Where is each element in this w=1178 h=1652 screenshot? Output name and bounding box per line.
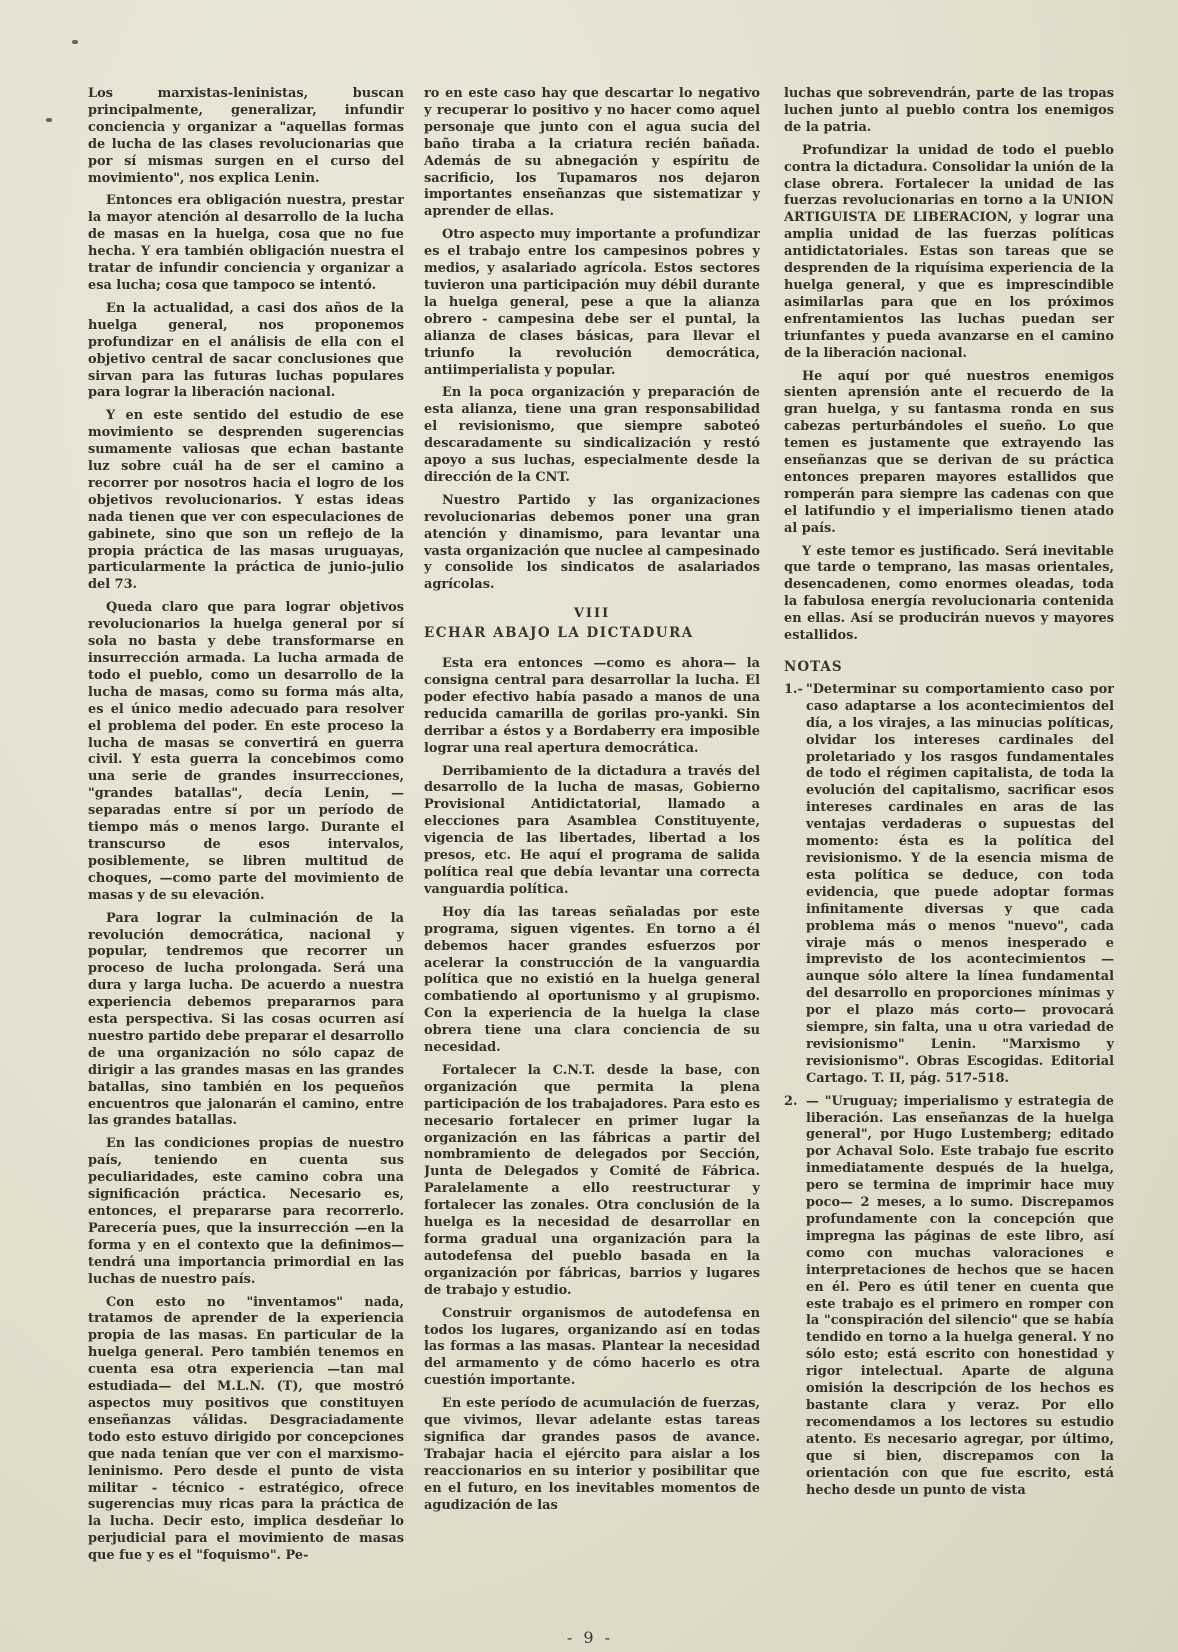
paragraph: luchas que sobrevendrán, parte de las tropas luchen junto al pueblo contra los enemigos de la patria. — [784, 86, 1114, 135]
page-number: - 9 - — [566, 1628, 614, 1647]
section-title: ECHAR ABAJO LA DICTADURA — [424, 625, 694, 642]
paragraph: Construir organismos de autodefensa en todos los lugares, organizando así en todas las formas a las masas. Plantear la necesidad del armamento y de cómo hacerlo es otra cuestión importante. — [424, 1305, 760, 1389]
footnote — [784, 682, 1114, 1088]
paragraph: Y en este sentido del estudio de ese movimiento se desprenden sugerencias sumamente valiosas que echan bastante luz sobre cuál ha de ser el camino a recorrer por nosotros hacia el logro de los objetivos revolucionarios. Y estas ideas nada tienen que ver con especulaciones de gabinete, sino que son un reflejo de la propia práctica de las masas uruguayas, particularmente la práctica de junio-julio del 73. — [88, 408, 404, 593]
paragraph: En este período de acumulación de fuerzas, que vivimos, llevar adelante estas tareas significa dar grandes pasos de avance. Trabajar hacia el ejército para aislar a los reaccionarios en su interior y posibilitar que en el futuro, en los inevitables momentos de agudización de las — [424, 1396, 760, 1513]
text-column-left — [88, 86, 404, 1626]
margin-mark — [72, 40, 78, 44]
paragraph: Profundizar la unidad de todo el pueblo contra la dictadura. Consolidar la unión de la clase obrera. Fortalecer la unidad de las fuerzas revolucionarias en torno a la UNION ARTIGUISTA DE LIBERACION, y lograr una amplia unidad de las fuerzas políticas antidictatoriales. Estas son tareas que se desprenden de la riquísima experiencia de la huelga general, y que es imprescindible asimilarlas para que en los próximos enfrentamientos las luchas puedan ser triunfantes y pueda avanzarse en el camino de la liberación nacional. — [784, 142, 1114, 361]
footnote-number: 1.- — [784, 681, 803, 697]
text-column-middle — [424, 86, 760, 1626]
notes-heading: NOTAS — [784, 659, 843, 675]
paragraph: Nuestro Partido y las organizaciones revolucionarias debemos poner una gran atención y dinamismo, para levantar una vasta organización que nuclee al campesinado y consolide los sindicatos de asalariados agrícolas. — [424, 492, 760, 593]
paragraph: Fortalecer la C.N.T. desde la base, con organización que permita la plena participación de los trabajadores. Para esto es necesario fortalecer en primer lugar la organización en las fábricas a partir del nombramiento de delegados por Sección, Junta de Delegados y Comité de Fábrica. Paralelamente a ello reestructurar y fortalecer las zonales. Otra conclusión de la huelga es la necesidad de desarrollar en forma gradual una organización para la autodefensa del pueblo basada en la organización por fábricas, barrios y lugares de trabajo y estudio. — [424, 1062, 760, 1298]
paragraph: En la poca organización y preparación de esta alianza, tiene una gran responsabilidad el revisionismo, que siempre saboteó descaradamente su sindicalización y restó apoyo a sus luchas, especialmente desde la dirección de la CNT. — [424, 385, 760, 485]
paragraph: He aquí por qué nuestros enemigos sienten aprensión ante el recuerdo de la gran huelga, y su fantasma ronda en sus cabezas perturbándoles el sueño. Lo que temen es justamente que extrayendo las enseñanzas que se derivan de su práctica entonces preparen mayores estallidos que romperán para siempre las cadenas con que el latifundio y el imperialismo tienen atado al país. — [784, 368, 1114, 536]
text-column-right — [784, 86, 1114, 1626]
footnote-text: — "Uruguay; imperialismo y estrategia de liberación. Las enseñanzas de la huelga general", por Hugo Lustemberg; editado por Achaval Solo. Este trabajo fue escrito inmediatamente después de la huelga, pero se termina de imprimir hace muy poco— 2 meses, a lo sumo. Discrepamos profundamente con la concepción que impregna las páginas de este libro, así como con muchas valoraciones e interpretaciones de hechos que se hacen en él. Pero es útil tener en cuenta que este trabajo es el primero en romper con la "conspiración del silencio" que se había tendido en torno a la huelga general. Y no sólo esto; está escrito con honestidad y rigor intelectual. Aparte de alguna omisión la descripción de los hechos es bastante clara y veraz. Por ello recomendamos a los lectores su estudio atento. Es necesario agregar, por último, que si bien, discrepamos con la orientación con que fue escrito, está hecho desde un punto de vista — [806, 1093, 1114, 1498]
paragraph: Con esto no "inventamos" nada, tratamos de aprender de la experiencia propia de las masas. En particular de la huelga general. Pero también tenemos en cuenta esa otra experiencia —tan mal estudiada— del M.L.N. (T), que mostró aspectos muy positivos que constituyen enseñanzas válidas. Desgraciadamente todo esto estuvo dirigido por concepciones que nada tenían que ver con el marxismo-leninismo. Pero desde el punto de vista militar - técnico - estratégico, ofrece sugerencias muy ricas para la práctica de la lucha. Decir esto, implica desdeñar lo perjudicial para el movimiento de masas que fue y es el "foquismo". Pe- — [88, 1294, 404, 1564]
paragraph: Esta era entonces —como es ahora— la consigna central para desarrollar la lucha. El poder efectivo había pasado a manos de una reducida camarilla de gorilas pro-yanki. Sin derribar a éstos y a Bordaberry era imposible lograr una real apertura democrática. — [424, 656, 760, 756]
footnote-number: 2. — [784, 1093, 798, 1109]
footnote-text: "Determinar su comportamiento caso por caso adaptarse a los acontecimientos del día, a los virajes, a las minucias políticas, olvidar los intereses cardinales del proletariado y los rasgos fundamentales de todo el régimen capitalista, de toda la evolución del capitalismo, sacrificar esos intereses cardinales en aras de las ventajas verdaderas o supuestas del momento: ésta es la política del revisionismo. Y de la esencia misma de esta política se deduce, con toda evidencia, que puede adoptar formas infinitamente diversas y que cada problema más o menos "nuevo", cada viraje más o menos inesperado e imprevisto de los acontecimientos — aunque sólo altere la línea fundamental del desarrollo en proporciones mínimas y por el plazo más corto— provocará siempre, sin falta, una u otra variedad de revisionismo" Lenin. "Marxismo y revisionismo". Obras Escogidas. Editorial Cartago. T. II, pág. 517-518. — [806, 681, 1114, 1086]
paragraph: Y este temor es justificado. Será inevitable que tarde o temprano, las masas orientales, desencadenen, como enormes oleadas, toda la fabulosa energía revolucionaria contenida en ellas. Así se producirán nuevos y mayores estallidos. — [784, 543, 1114, 644]
footnote — [784, 1094, 1114, 1500]
paragraph: ro en este caso hay que descartar lo negativo y recuperar lo positivo y no hacer como aquel personaje que junto con el agua sucia del baño tiraba a la criatura recién bañada. Además de su abnegación y espíritu de sacrificio, los Tupamaros nos dejaron importantes enseñanzas que sistematizar y aprender de ellas. — [424, 86, 760, 220]
paragraph: Derribamiento de la dictadura a través del desarrollo de la lucha de masas, Gobierno Provisional Antidictatorial, llamado a elecciones para Asamblea Constituyente, vigencia de las libertades, libertad a los presos, etc. He aquí el programa de salida política real que debía levantar una correcta vanguardia política. — [424, 763, 760, 897]
paragraph: Entonces era obligación nuestra, prestar la mayor atención al desarrollo de la lucha de masas en la huelga, cosa que no fue hecha. Y era también obligación nuestra el tratar de infundir conciencia y organizar a esa lucha; cosa que tampoco se intentó. — [88, 193, 404, 293]
section-number: VIII — [573, 606, 611, 622]
margin-mark — [46, 118, 52, 122]
paragraph: Otro aspecto muy importante a profundizar es el trabajo entre los campesinos pobres y medios, y asalariado agrícola. Estos sectores tuvieron una participación muy débil durante la huelga general, pese a que la alianza obrero - campesina debe ser el puntal, la alianza de clases básicas, para llevar el triunfo la revolución democrática, antiimperialista y popular. — [424, 227, 760, 378]
paragraph: Hoy día las tareas señaladas por este programa, siguen vigentes. En torno a él debemos hacer grandes esfuerzos por acelerar la construcción de la vanguardia política que no existió en la huelga general combatiendo al oportunismo y al grupismo. Con la experiencia de la huelga la clase obrera tiene una clara conciencia de su necesidad. — [424, 904, 760, 1056]
paragraph: Los marxistas-leninistas, buscan principalmente, generalizar, infundir conciencia y organizar a "aquellas formas de lucha de las clases revolucionarias que por sí mismas surgen en el curso del movimiento", nos explica Lenin. — [88, 86, 404, 186]
paragraph: Queda claro que para lograr objetivos revolucionarios la huelga general por sí sola no basta y debe transformarse en insurrección armada. La lucha armada de todo el pueblo, como un desarrollo de la lucha de masas, como su forma más alta, es el único medio adecuado para resolver el problema del poder. En este proceso la lucha de masas se convertirá en guerra civil. Y esta guerra la concebimos como una serie de grandes insurrecciones, "grandes batallas", decía Lenin, —separadas entre sí por un período de tiempo más o menos largo. Durante el transcurso de esos intervalos, posiblemente, se libren multitud de choques, —como parte del movimiento de masas y de su elevación. — [88, 600, 404, 903]
paragraph: En la actualidad, a casi dos años de la huelga general, nos proponemos profundizar en el análisis de ella con el objetivo central de sacar conclusiones que sirvan para las futuras luchas populares para lograr la liberación nacional. — [88, 300, 404, 401]
paragraph: Para lograr la culminación de la revolución democrática, nacional y popular, tendremos que recorrer un proceso de lucha prolongada. Será una dura y larga lucha. De acuerdo a nuestra experiencia debemos prepararnos para esta perspectiva. Si las cosas ocurren así nuestro partido debe preparar el desarrollo de una organización no sólo capaz de dirigir a las grandes masas en las grandes batallas, sino también en los pequeños encuentros que jalonarán el camino, entre las grandes batallas. — [88, 910, 404, 1129]
paragraph: En las condiciones propias de nuestro país, teniendo en cuenta sus peculiaridades, este camino cobra una significación práctica. Necesario es, entonces, el prepararse para recorrerlo. Parecería pues, que la insurrección —en la forma y en el contexto que la definimos— tendrá una importancia primordial en las luchas de nuestro país. — [88, 1136, 404, 1287]
